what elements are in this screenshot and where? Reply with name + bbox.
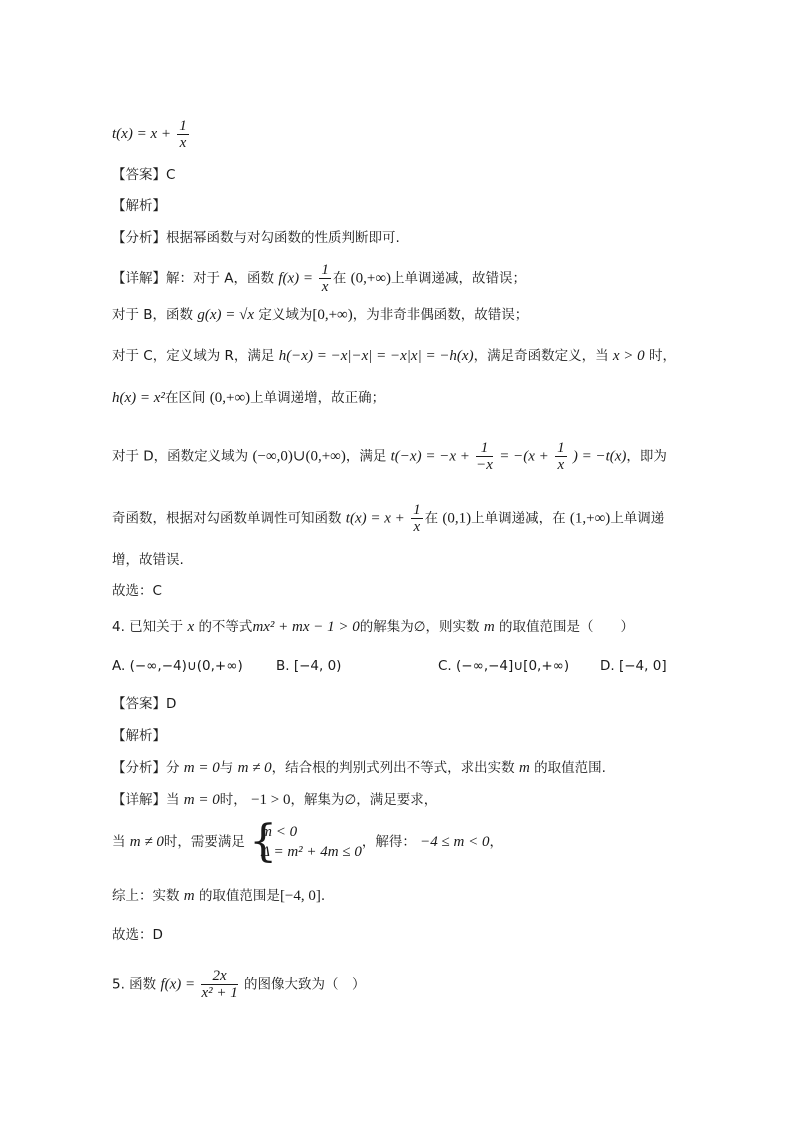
option-d: D. [−4, 0]: [600, 658, 667, 674]
choice-line-2: 故选：D: [112, 927, 163, 943]
equation-system: { m < 0 Δ = m² + 4m ≤ 0: [251, 822, 362, 862]
detail-d-line-1: 对于 D，函数定义域为 (−∞,0)∪(0,+∞)，满足 t(−x) = −x + $\frac{1}{-x}$ = −(x + $\frac{1}{x}$ ) = −t(x)，即为: [112, 440, 667, 473]
analysis-summary-2: 【分析】分 m = 0与 m ≠ 0，结合根的判别式列出不等式，求出实数 m 的取值范围.: [112, 760, 606, 776]
analysis-heading-1: 【解析】: [112, 198, 166, 214]
question-5: 5. 函数 f(x) = $\frac{2x}{\text{x² + 1}}$ 的图像大致为（ ）: [112, 968, 366, 1001]
t-definition: t(x) = x + $\frac{1}{x}$: [112, 118, 187, 151]
summary-q4: 综上：实数 m 的取值范围是[−4, 0].: [112, 888, 326, 904]
detail-d-line-2: 奇函数，根据对勾函数单调性可知函数 t(x) = x + $\frac{1}{x}$ 在 (0,1)上单调递减，在 (1,+∞)上单调递: [112, 502, 665, 535]
option-b: B. [−4, 0): [276, 658, 342, 674]
analysis-summary-1: 【分析】根据幂函数与对勾函数的性质判断即可.: [112, 230, 400, 246]
detail-c-line-2: h(x) = x²在区间 (0,+∞)上单调递增，故正确；: [112, 390, 386, 406]
option-c: C. (−∞,−4]∪[0,+∞): [438, 658, 570, 674]
detail-q4-line-1: 【详解】当 m = 0时， −1 > 0，解集为∅，满足要求，: [112, 792, 438, 808]
fraction: $\frac{1}{-x}$: [476, 440, 493, 473]
fraction: $\frac{1}{x}$: [179, 118, 187, 151]
analysis-heading-2: 【解析】: [112, 728, 166, 744]
fraction: $\frac{2x}{\text{x² + 1}}$: [201, 968, 238, 1001]
detail-a-line: 【详解】解：对于 A，函数 f(x) = $\frac{1}{x}$ 在 (0,+∞)上单调递减，故错误；: [112, 262, 527, 295]
option-a: A. (−∞,−4)∪(0,+∞): [112, 658, 243, 674]
answer-line-1: 【答案】C: [112, 167, 176, 183]
detail-b-line: 对于 B，函数 g(x) = √x 定义域为[0,+∞)，为非奇非偶函数，故错误；: [112, 307, 529, 323]
fraction: $\frac{1}{x}$: [413, 502, 421, 535]
detail-d-line-3: 增，故错误.: [112, 552, 184, 568]
detail-q4-system: 当 m ≠ 0时，需要满足 { m < 0 Δ = m² + 4m ≤ 0 ，解得： −4 ≤ m < 0，: [112, 822, 503, 862]
choice-line-1: 故选：C: [112, 583, 162, 599]
fraction: $\frac{1}{x}$: [557, 440, 565, 473]
question-4: 4. 已知关于 x 的不等式mx² + mx − 1 > 0的解集为∅，则实数 m 的取值范围是（ ）: [112, 619, 634, 635]
answer-line-2: 【答案】D: [112, 696, 177, 712]
fraction: $\frac{1}{x}$: [321, 262, 329, 295]
detail-c-line-1: 对于 C，定义域为 R，满足 h(−x) = −x|−x| = −x|x| = −h(x)，满足奇函数定义，当 x > 0 时，: [112, 348, 676, 364]
